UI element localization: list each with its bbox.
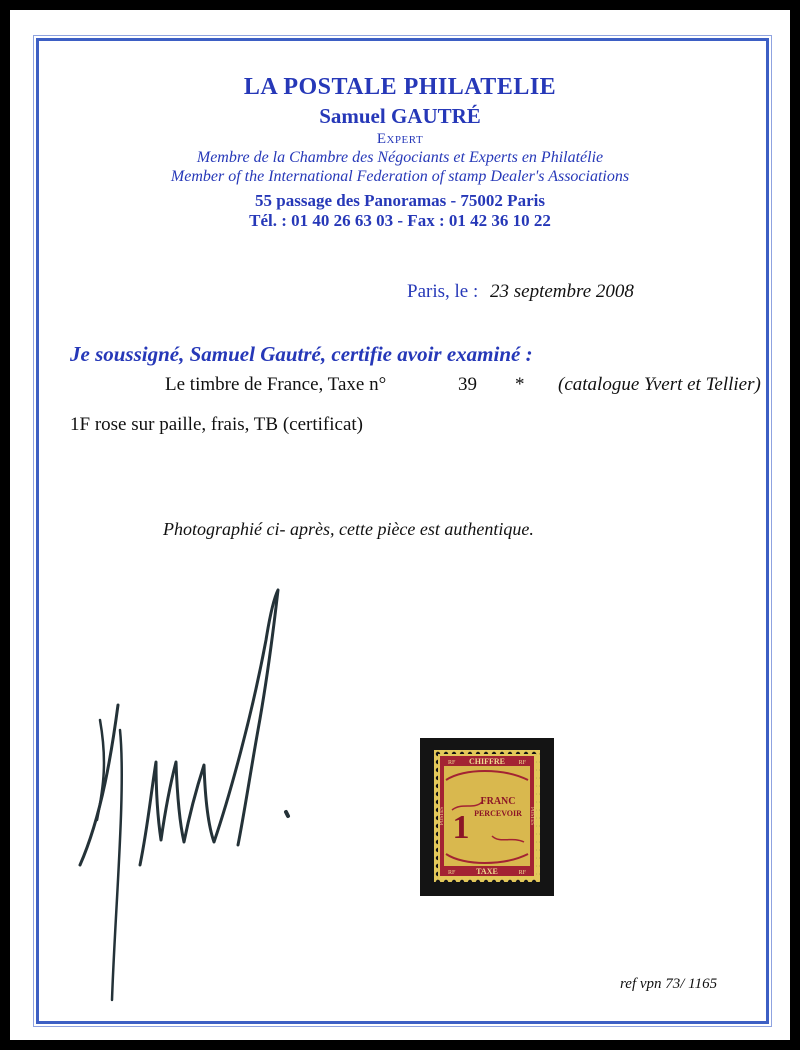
catalogue-reference: (catalogue Yvert et Tellier) <box>558 374 761 395</box>
company-name: LA POSTALE PHILATELIE <box>243 74 557 100</box>
date-place: Paris, le : <box>407 281 479 302</box>
stamp-description: 1F rose sur paille, frais, TB (certificat) <box>70 414 363 435</box>
postage-due-stamp <box>434 750 540 882</box>
condition-mark: * <box>515 374 525 395</box>
stamp-corner-tr: RF <box>518 760 526 766</box>
authenticity-statement: Photographié ci- après, cette pièce est authentique. <box>163 519 534 539</box>
phone-fax: Tél. : 01 40 26 63 03 - Fax : 01 42 36 10 22 <box>249 211 551 230</box>
expert-role: Expert <box>376 131 424 147</box>
stamp-right-side: POSTES <box>529 806 534 826</box>
address: 55 passage des Panoramas - 75002 Paris <box>255 191 545 210</box>
stamp-value: 1 <box>452 809 470 846</box>
catalogue-number: 39 <box>458 374 477 395</box>
membership-english: Member of the International Federation of stamp Dealer's Associations <box>170 168 630 185</box>
stamp-top-word: CHIFFRE <box>469 757 505 766</box>
membership-french: Membre de la Chambre des Négociants et Experts en Philatélie <box>196 149 604 166</box>
stamp-photo <box>420 738 554 896</box>
stamp-bottom-word: TAXE <box>476 867 498 876</box>
stamp-word-franc: FRANC <box>480 796 516 807</box>
stamp-corner-tl: RF <box>448 760 456 766</box>
reference-number: ref vpn 73/ 1165 <box>620 976 718 992</box>
expert-name: Samuel GAUTRÉ <box>319 104 481 128</box>
certificate-page <box>10 10 790 1040</box>
certificate-date: 23 septembre 2008 <box>490 281 634 302</box>
certification-statement: Je soussigné, Samuel Gautré, certifie avoir examiné : <box>70 342 533 366</box>
signature <box>60 580 300 1020</box>
stamp-corner-br: RF <box>518 870 526 876</box>
stamp-corner-bl: RF <box>448 870 456 876</box>
stamp-word-percevoir: PERCEVOIR <box>474 809 522 818</box>
stamp-label: Le timbre de France, Taxe n° <box>165 374 387 395</box>
stamp-left-side: POSTES <box>440 806 445 826</box>
